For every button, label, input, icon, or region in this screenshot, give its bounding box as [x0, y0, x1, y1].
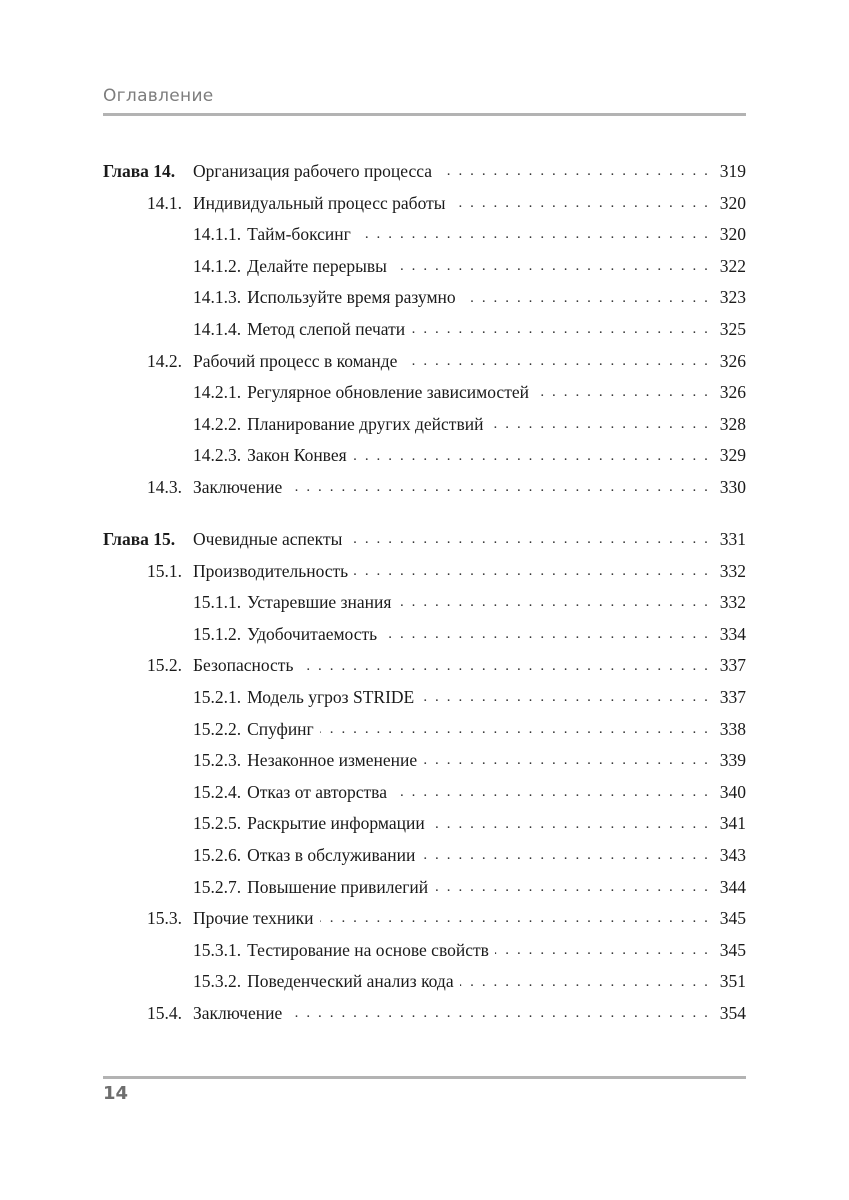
toc-entry-page: 341: [719, 813, 746, 834]
dot-leader: [462, 291, 710, 306]
toc-subsection-entry[interactable]: [103, 219, 746, 251]
dot-leader: [495, 943, 710, 958]
dot-leader: [489, 417, 710, 432]
toc-entry-page: 332: [719, 560, 746, 581]
toc-subsection-entry[interactable]: [103, 966, 746, 998]
toc-entry-page: 334: [719, 623, 746, 644]
toc-entry-title: Отказ от авторства: [247, 781, 387, 802]
toc-entry-page: 344: [719, 876, 746, 897]
toc-entry-number: 15.3.2.: [193, 971, 242, 992]
toc-entry-title: Прочие техники: [193, 908, 314, 929]
toc-subsection-entry[interactable]: [103, 619, 746, 651]
toc-entry-title: Спуфинг: [247, 718, 314, 739]
toc-entry-title: Раскрытие информации: [247, 813, 425, 834]
toc-subsection-entry[interactable]: [103, 682, 746, 714]
toc-entry-page: 326: [719, 350, 746, 371]
toc-entry-title: Планирование других действий: [247, 413, 484, 434]
toc-subsection-entry[interactable]: [103, 377, 746, 409]
dot-leader: [299, 659, 710, 674]
toc-subsection-entry[interactable]: [103, 440, 746, 472]
toc-entry-page: 320: [719, 224, 746, 245]
toc-entry-title: Делайте перерывы: [247, 255, 387, 276]
toc-entry-number: 15.2.7.: [193, 876, 242, 897]
toc-entry-number: 14.1.4.: [193, 319, 242, 340]
toc-entry-number: 15.2.2.: [193, 718, 242, 739]
dot-leader: [353, 449, 710, 464]
toc-entry-number: 15.2.4.: [193, 781, 242, 802]
toc-entry-page: 323: [719, 287, 746, 308]
toc-entry-number: 14.1.2.: [193, 255, 242, 276]
toc-entry-number: 15.2.5.: [193, 813, 242, 834]
dot-leader: [320, 911, 710, 926]
dot-leader: [421, 848, 710, 863]
toc-subsection-entry[interactable]: [103, 282, 746, 314]
toc-section-entry[interactable]: [103, 998, 746, 1030]
dot-leader: [320, 722, 710, 737]
toc-entry-title: Организация рабочего процесса: [193, 161, 433, 182]
toc-subsection-entry[interactable]: [103, 409, 746, 441]
toc-entry-page: 329: [719, 445, 746, 466]
toc-entry-page: 320: [719, 192, 746, 213]
toc-entry-page: 319: [719, 161, 746, 182]
toc-subsection-entry[interactable]: [103, 713, 746, 745]
toc-entry-page: 328: [719, 413, 746, 434]
toc-entry-page: 345: [719, 939, 746, 960]
toc-section-entry[interactable]: [103, 903, 746, 935]
toc-subsection-entry[interactable]: [103, 587, 746, 619]
toc-entry-title: Рабочий процесс в команде: [193, 350, 398, 371]
toc-entry-number: 15.2.3.: [193, 750, 242, 771]
toc-entry-number: Глава 15.: [103, 528, 176, 549]
toc-entry-page: 337: [719, 655, 746, 676]
toc-entry-number: 14.2.3.: [193, 445, 242, 466]
dot-leader: [357, 227, 710, 242]
dot-leader: [423, 753, 710, 768]
header-divider: [103, 113, 746, 116]
dot-leader: [411, 322, 710, 337]
dot-leader: [397, 595, 710, 610]
toc-entry-number: 14.2.: [147, 350, 182, 371]
toc-entry-title: Устаревшие знания: [247, 592, 392, 613]
toc-entry-page: 322: [719, 255, 746, 276]
toc-entry-title: Тестирование на основе свойств: [247, 939, 489, 960]
dot-leader: [288, 1006, 710, 1021]
toc-entry-number: 14.2.1.: [193, 382, 242, 403]
dot-leader: [383, 627, 710, 642]
toc-chapter-entry[interactable]: [103, 156, 746, 188]
dot-leader: [535, 385, 710, 400]
toc-subsection-entry[interactable]: [103, 871, 746, 903]
dot-leader: [403, 354, 710, 369]
toc-entry-title: Поведенческий анализ кода: [247, 971, 454, 992]
dot-leader: [420, 690, 710, 705]
toc-subsection-entry[interactable]: [103, 314, 746, 346]
dot-leader: [452, 196, 710, 211]
toc-section-entry[interactable]: [103, 346, 746, 378]
toc-subsection-entry[interactable]: [103, 251, 746, 283]
toc-entry-page: 337: [719, 686, 746, 707]
toc-entry-page: 330: [719, 476, 746, 497]
toc-entry-title: Незаконное изменение: [247, 750, 418, 771]
toc-entry-title: Метод слепой печати: [247, 319, 406, 340]
toc-entry-number: 15.3.1.: [193, 939, 242, 960]
toc-entry-title: Производительность: [193, 560, 349, 581]
toc-entry-page: 325: [719, 319, 746, 340]
toc-subsection-entry[interactable]: [103, 840, 746, 872]
footer-page-number: 14: [103, 1083, 129, 1104]
toc-entry-number: 15.1.2.: [193, 623, 242, 644]
dot-leader: [460, 975, 710, 990]
toc-entry-number: 14.3.: [147, 476, 182, 497]
dot-leader: [434, 880, 710, 895]
toc-entry-page: 340: [719, 781, 746, 802]
footer-divider: [103, 1076, 746, 1079]
toc-entry-title: Регулярное обновление зависимостей: [247, 382, 529, 403]
dot-leader: [393, 259, 710, 274]
toc-entry-title: Отказ в обслуживании: [247, 844, 416, 865]
toc-entry-number: 15.4.: [147, 1002, 182, 1023]
toc-entry-title: Используйте время разумно: [247, 287, 456, 308]
toc-entry-page: 339: [719, 750, 746, 771]
toc-entry-number: 15.2.6.: [193, 844, 242, 865]
toc-section-entry[interactable]: [103, 472, 746, 504]
dot-leader: [354, 564, 710, 579]
toc-entry-number: 15.2.: [147, 655, 182, 676]
table-of-contents: [103, 156, 746, 1029]
toc-entry-number: 15.3.: [147, 908, 182, 929]
dot-leader: [393, 785, 710, 800]
toc-entry-title: Безопасность: [193, 655, 294, 676]
toc-entry-page: 332: [719, 592, 746, 613]
toc-subsection-entry[interactable]: [103, 745, 746, 777]
toc-entry-title: Повышение привилегий: [247, 876, 429, 897]
toc-entry-page: 326: [719, 382, 746, 403]
toc-entry-page: 351: [719, 971, 746, 992]
toc-entry-number: 14.1.1.: [193, 224, 242, 245]
toc-entry-page: 338: [719, 718, 746, 739]
toc-entry-page: 331: [719, 528, 746, 549]
toc-entry-number: 14.2.2.: [193, 413, 242, 434]
toc-section-entry[interactable]: [103, 650, 746, 682]
toc-entry-title: Заключение: [193, 1002, 283, 1023]
chapter-spacer: [103, 504, 746, 524]
toc-subsection-entry[interactable]: [103, 777, 746, 809]
dot-leader: [431, 817, 710, 832]
dot-leader: [438, 164, 710, 179]
toc-entry-title: Тайм-боксинг: [247, 224, 351, 245]
toc-subsection-entry[interactable]: [103, 935, 746, 967]
page-header-title: Оглавление: [103, 86, 214, 106]
toc-entry-title: Индивидуальный процесс работы: [193, 192, 446, 213]
dot-leader: [288, 480, 710, 495]
toc-entry-page: 343: [719, 844, 746, 865]
dot-leader: [348, 532, 710, 547]
toc-entry-number: 15.1.: [147, 560, 182, 581]
toc-entry-title: Модель угроз STRIDE: [247, 686, 415, 707]
toc-entry-title: Заключение: [193, 476, 283, 497]
toc-subsection-entry[interactable]: [103, 808, 746, 840]
toc-entry-title: Удобочитаемость: [247, 623, 378, 644]
toc-chapter-entry[interactable]: [103, 524, 746, 556]
toc-entry-title: Закон Конвея: [247, 445, 347, 466]
toc-entry-number: 15.1.1.: [193, 592, 242, 613]
toc-entry-number: Глава 14.: [103, 161, 176, 182]
toc-section-entry[interactable]: [103, 188, 746, 220]
toc-entry-page: 354: [719, 1002, 746, 1023]
toc-section-entry[interactable]: [103, 556, 746, 588]
toc-entry-number: 14.1.3.: [193, 287, 242, 308]
toc-entry-number: 14.1.: [147, 192, 182, 213]
toc-entry-number: 15.2.1.: [193, 686, 242, 707]
toc-entry-page: 345: [719, 908, 746, 929]
toc-entry-title: Очевидные аспекты: [193, 528, 343, 549]
